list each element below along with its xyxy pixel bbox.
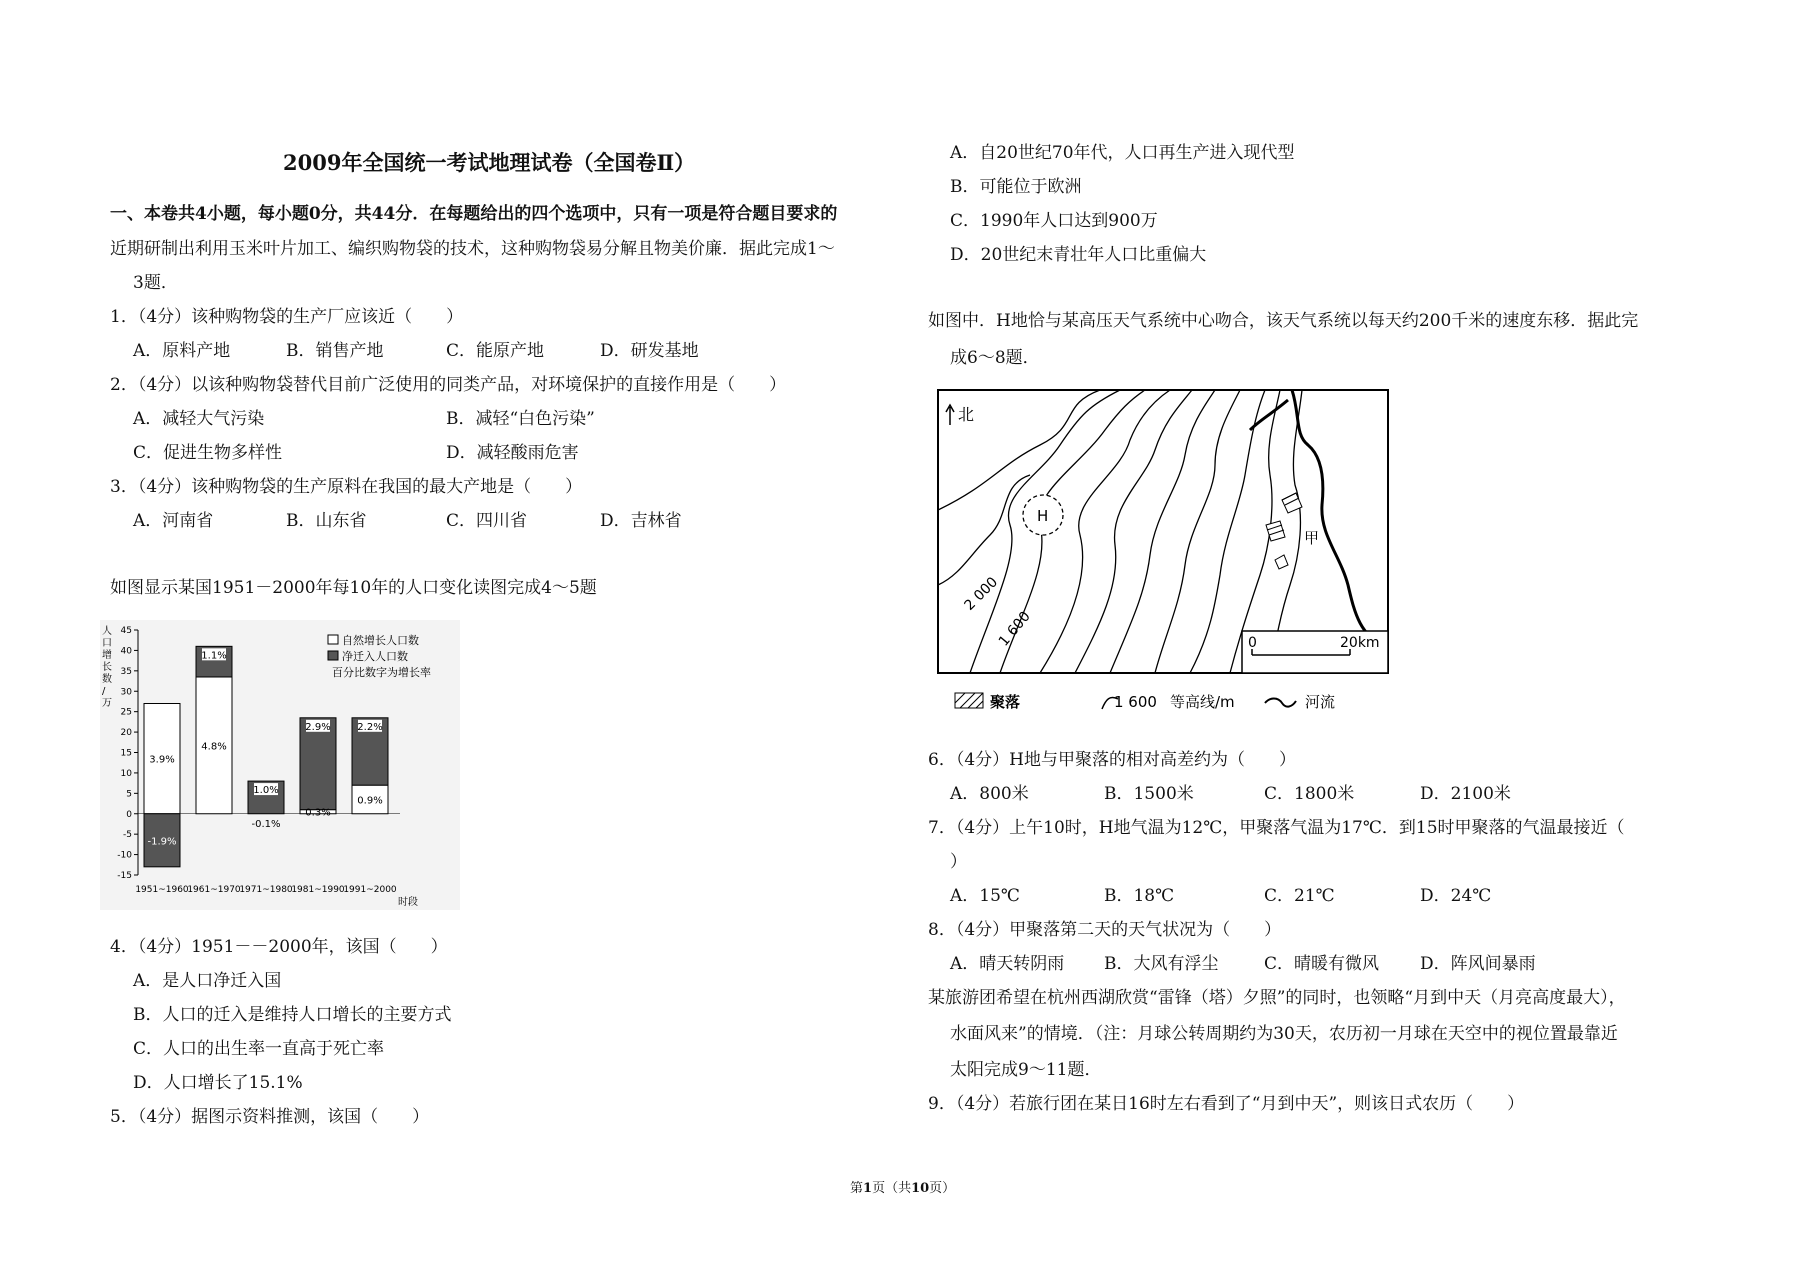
legend-natural-label: 自然增长人口数 <box>342 634 419 647</box>
q2-option-a[interactable]: A．减轻大气污染 <box>133 409 265 429</box>
question-9: 9．（4分）若旅行团在某日16时左右看到了“月到中天”，则该日式农历（ ） <box>928 1094 1525 1114</box>
question-2: 2．（4分）以该种购物袋替代目前广泛使用的同类产品，对环境保护的直接作用是（ ） <box>110 375 787 395</box>
q5-option-b[interactable]: B．可能位于欧洲 <box>950 177 1082 197</box>
legend-natural-swatch <box>328 635 338 644</box>
contour-label-1600: 1 600 <box>995 608 1034 650</box>
y-axis-label-char: 口 <box>102 638 112 649</box>
footer-prefix: 第 <box>850 1181 864 1196</box>
data-label-natural: 0.9% <box>357 795 383 807</box>
q5-option-c[interactable]: C．1990年人口达到900万 <box>950 211 1158 231</box>
q1-option-a[interactable]: A．原料产地 <box>133 341 231 361</box>
q4-option-a[interactable]: A．是人口净迁入国 <box>133 971 282 991</box>
y-tick-label: -10 <box>117 850 132 861</box>
y-axis-label-char: 长 <box>102 662 112 673</box>
data-label-natural: 4.8% <box>201 741 227 753</box>
q7-option-d[interactable]: D．24℃ <box>1420 886 1492 906</box>
question-8: 8．（4分）甲聚落第二天的天气状况为（ ） <box>928 920 1282 940</box>
y-tick-label: 25 <box>120 707 132 718</box>
y-tick-label: 15 <box>120 748 132 759</box>
x-tick-label: 1951~1960 <box>135 885 189 895</box>
q7-option-a[interactable]: A．15℃ <box>950 886 1020 906</box>
h-label: H <box>1037 507 1049 525</box>
intro-text-3b: 成6～8题． <box>950 348 1040 368</box>
q6-option-b[interactable]: B．1500米 <box>1104 784 1194 804</box>
y-tick-label: 40 <box>120 646 132 657</box>
page-footer <box>850 1179 955 1199</box>
question-1: 1．（4分）该种购物袋的生产厂应该近（ ） <box>110 307 464 327</box>
q5-option-a[interactable]: A．自20世纪70年代，人口再生产进入现代型 <box>950 143 1295 163</box>
q5-option-d[interactable]: D．20世纪末青壮年人口比重偏大 <box>950 245 1207 265</box>
population-chart <box>100 620 460 910</box>
q8-option-c[interactable]: C．晴暖有微风 <box>1264 954 1380 974</box>
q7-option-b[interactable]: B．18℃ <box>1104 886 1175 906</box>
contour-map <box>930 385 1390 715</box>
data-label-migration: 1.1% <box>201 650 227 662</box>
data-label-migration: 2.9% <box>305 721 331 733</box>
north-label: 北 <box>958 405 975 424</box>
y-axis-label-char: 增 <box>102 650 112 661</box>
y-tick-label: 35 <box>120 666 132 677</box>
x-tick-label: 1961~1970 <box>187 885 241 895</box>
q8-option-d[interactable]: D．阵风间暴雨 <box>1420 954 1536 974</box>
question-5: 5．（4分）据图示资料推测，该国（ ） <box>110 1107 430 1127</box>
scale-km: 20km <box>1340 635 1380 651</box>
q3-option-d[interactable]: D．吉林省 <box>600 511 682 531</box>
footer-total-pages: 10 <box>911 1181 930 1196</box>
legend-river-icon <box>1265 699 1296 707</box>
contour-label-2000: 2 000 <box>961 574 1002 614</box>
q4-option-c[interactable]: C．人口的出生率一直高于死亡率 <box>133 1039 385 1059</box>
legend-migration-label: 净迁入人口数 <box>342 650 408 663</box>
scale-zero: 0 <box>1248 635 1257 651</box>
intro-text-2: 如图显示某国1951－2000年每10年的人口变化读图完成4～5题 <box>110 578 597 598</box>
footer-page-number: 1 <box>863 1181 873 1196</box>
legend-river-label: 河流 <box>1305 693 1336 711</box>
data-label-migration: 1.0% <box>253 785 279 797</box>
y-tick-label: 20 <box>120 728 132 739</box>
q1-option-c[interactable]: C．能原产地 <box>446 341 545 361</box>
intro-text-1b: 3题． <box>133 273 178 293</box>
jia-label: 甲 <box>1304 529 1320 547</box>
data-label-migration: -1.9% <box>147 836 177 848</box>
q2-option-d[interactable]: D．减轻酸雨危害 <box>446 443 579 463</box>
y-axis-label-char: 数 <box>102 674 112 685</box>
legend-settlement-label: 聚落 <box>990 693 1021 711</box>
q2-option-c[interactable]: C．促进生物多样性 <box>133 443 283 463</box>
q7-option-c[interactable]: C．21℃ <box>1264 886 1335 906</box>
y-tick-label: 30 <box>120 687 132 698</box>
x-tick-label: 1981~1990 <box>291 885 345 895</box>
q2-option-b[interactable]: B．减轻“白色污染” <box>446 409 595 429</box>
y-axis-label-char: / <box>102 686 106 697</box>
question-3: 3．（4分）该种购物袋的生产原料在我国的最大产地是（ ） <box>110 477 583 497</box>
legend-contour-label: 等高线/m <box>1170 693 1235 711</box>
footer-suffix: 页） <box>929 1181 956 1196</box>
question-7-end: ） <box>950 852 967 872</box>
q1-option-d[interactable]: D．研发基地 <box>600 341 699 361</box>
y-tick-label: -15 <box>117 871 132 881</box>
x-tick-label: 1971~1980 <box>239 885 293 895</box>
x-axis-label: 时段 <box>398 897 418 908</box>
legend-note: 百分比数字为增长率 <box>332 666 431 679</box>
page-title: 2009年全国统一考试地理试卷（全国卷Ⅱ） <box>283 150 696 175</box>
intro-text-3: 如图中．H地恰与某高压天气系统中心吻合，该天气系统以每天约200千米的速度东移．据此完 <box>928 311 1639 331</box>
question-6: 6．（4分）H地与甲聚落的相对高差约为（ ） <box>928 750 1296 770</box>
q4-option-b[interactable]: B．人口的迁入是维持人口增长的主要方式 <box>133 1005 452 1025</box>
footer-mid: 页（共 <box>872 1181 912 1196</box>
section-header: 一、本卷共4小题，每小题0分，共44分．在每题给出的四个选项中，只有一项是符合题目要求的 <box>110 204 838 224</box>
q3-option-c[interactable]: C．四川省 <box>446 511 528 531</box>
q6-option-d[interactable]: D．2100米 <box>1420 784 1511 804</box>
data-label-natural: 3.9% <box>149 754 175 766</box>
data-label-migration: 2.2% <box>357 721 383 733</box>
data-label-natural: 0.3% <box>305 807 331 819</box>
q1-option-b[interactable]: B．销售产地 <box>286 341 384 361</box>
y-tick-label: -5 <box>123 830 132 841</box>
q4-option-d[interactable]: D．人口增长了15.1% <box>133 1073 303 1093</box>
intro-text-1: 近期研制出利用玉米叶片加工、编织购物袋的技术，这种购物袋易分解且物美价廉．据此完成1～ <box>110 239 835 259</box>
q3-option-b[interactable]: B．山东省 <box>286 511 367 531</box>
y-axis-label-char: 万 <box>102 698 112 709</box>
question-7: 7．（4分）上午10时，H地气温为12℃，甲聚落气温为17℃．到15时甲聚落的气温最接近（ <box>928 818 1625 838</box>
q8-option-b[interactable]: B．大风有浮尘 <box>1104 954 1219 974</box>
y-axis-label-char: 人 <box>102 626 112 637</box>
y-tick-label: 45 <box>120 626 132 636</box>
q6-option-a[interactable]: A．800米 <box>950 784 1029 804</box>
intro-text-4: 某旅游团希望在杭州西湖欣赏“雷锋（塔）夕照”的同时，也领略“月到中天（月亮高度最大）， <box>928 988 1626 1008</box>
question-4: 4．（4分）1951－－2000年，该国（ ） <box>110 937 448 957</box>
y-tick-label: 10 <box>120 768 132 779</box>
x-tick-label: 1991~2000 <box>343 885 397 895</box>
q3-option-a[interactable]: A．河南省 <box>133 511 214 531</box>
legend-contour-value: 1 600 <box>1114 693 1157 711</box>
q8-option-a[interactable]: A．晴天转阴雨 <box>950 954 1065 974</box>
y-tick-label: 0 <box>126 809 132 820</box>
y-tick-label: 5 <box>126 789 132 800</box>
intro-text-4c: 太阳完成9～11题． <box>950 1060 1102 1080</box>
data-label-extra: -0.1% <box>251 818 281 830</box>
intro-text-4b: 水面风来”的情境．（注：月球公转周期约为30天，农历初一月球在天空中的视位置最靠近 <box>950 1024 1618 1044</box>
legend-migration-swatch <box>328 651 338 660</box>
q6-option-c[interactable]: C．1800米 <box>1264 784 1355 804</box>
